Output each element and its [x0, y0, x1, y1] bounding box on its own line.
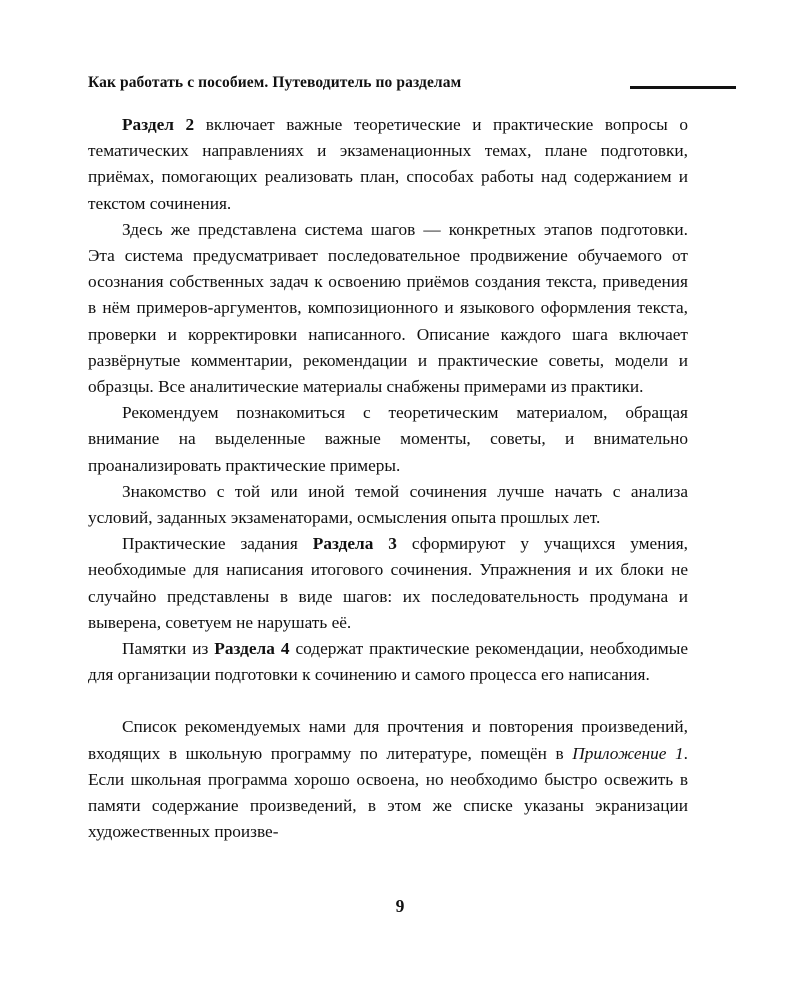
paragraph — [88, 479, 688, 531]
text-run: содержат практические рекомендации, необходимые для организации подготовки к сочинению и самого процесса его написания. — [88, 639, 688, 685]
paragraph — [88, 714, 688, 845]
text-run: включает важные теоретические и практические вопросы о тематических направлениях и экзаменационных темах, плане подготовки, приёмах, помогающих реализовать план, способах работы над содержанием и текстом сочинения. — [88, 115, 688, 213]
italic-run: Приложение 1 — [572, 743, 684, 763]
paragraph — [88, 112, 688, 217]
paragraph — [88, 217, 688, 400]
text-run: Знакомство с той или иной темой сочинения лучше начать с анализа условий, заданных экзаменаторами, осмысления опыта прошлых лет. — [88, 481, 688, 528]
text-run: Рекомендуем познакомиться с теоретическим материалом, обращая внимание на выделенные важные моменты, советы, и внимательно проанализировать практические примеры. — [88, 403, 688, 475]
running-head: Как работать с пособием. Путеводитель по разделам — [88, 74, 462, 91]
bold-run: Раздел 2 — [122, 115, 195, 134]
paragraph — [88, 636, 688, 688]
bold-run: Раздела 3 — [312, 534, 397, 554]
page-number: 9 — [395, 896, 405, 916]
text-run: . Если школьная программа хорошо освоена, но необходимо быстро освежить в памяти содержание произведений, в этом же списке указаны экранизации художественных произве- — [88, 743, 688, 842]
paragraph — [88, 531, 688, 636]
bold-run: Раздела 4 — [214, 639, 290, 659]
text-run: Практические задания — [122, 534, 313, 554]
text-run: сформируют у учащихся умения, необходимые для написания итогового сочинения. Упражнения и их блоки не случайно представлены в виде шагов: их последовательность продумана и выверена, советуем не нарушать её. — [88, 534, 688, 632]
header-rule — [630, 86, 736, 89]
paragraph — [88, 400, 688, 479]
body-text — [88, 112, 688, 845]
text-run: Здесь же представлена система шагов — конкретных этапов подготовки. Эта система предусматривает последовательное продвижение обучаемого от осознания собственных задач к освоению приёмов создания текста, приведения в нём примеров-аргументов, композиционного и языкового оформления текста, проверки и корректировки написанного. Описание каждого шага включает развёрнутые комментарии, рекомендации и практические советы, модели и образцы. Все аналитические материалы снабжены примерами из практики. — [88, 219, 688, 397]
text-run: Памятки из — [122, 639, 215, 659]
text-run: Список рекомендуемых нами для прочтения и повторения произведений, входящих в школьную программу по литературе, помещён в — [88, 717, 688, 763]
